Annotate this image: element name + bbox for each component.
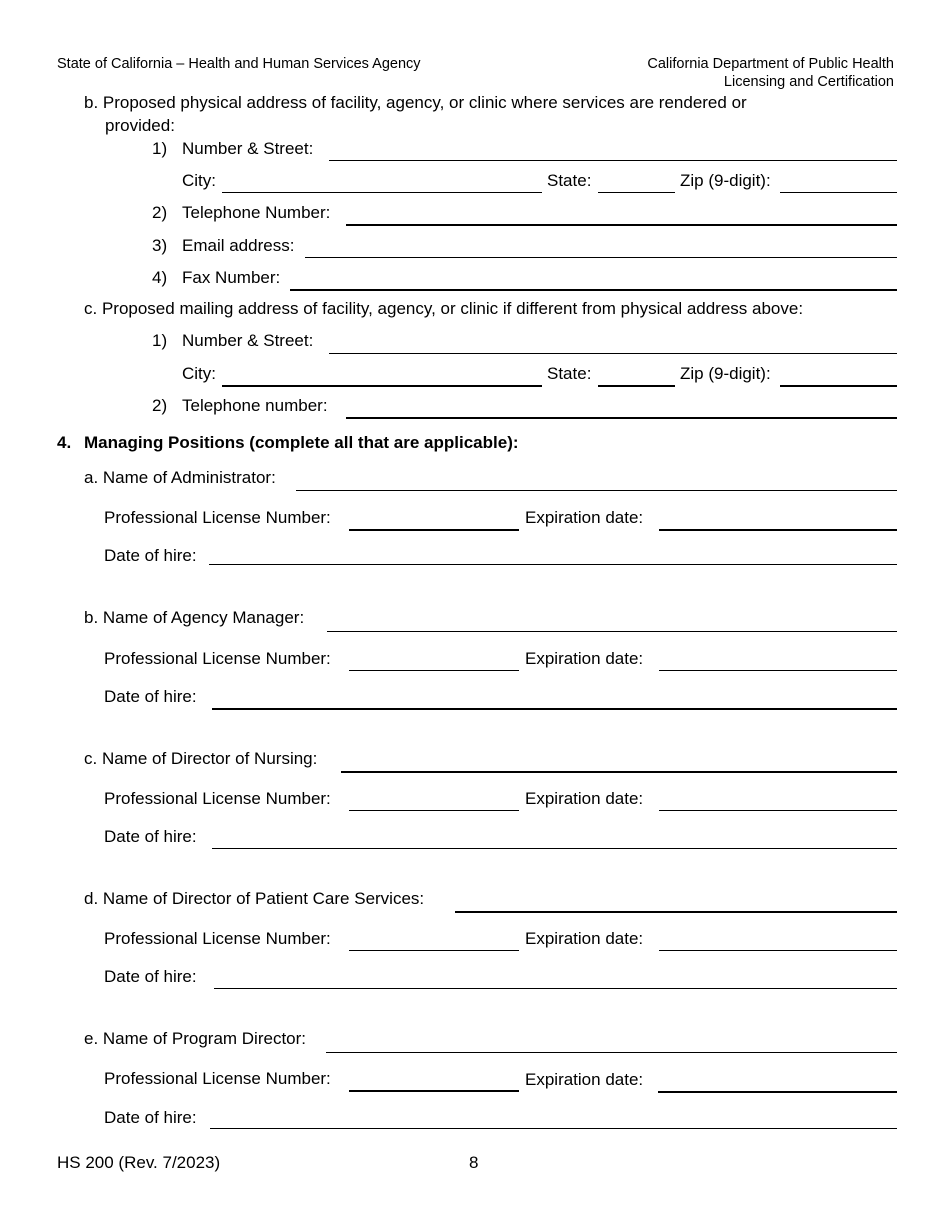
physical-state-field[interactable]	[598, 192, 675, 193]
license-label: Professional License Number:	[104, 649, 331, 668]
mailing-street-field[interactable]	[329, 353, 897, 354]
zip-label: Zip (9-digit):	[680, 364, 771, 383]
phone-label: Telephone Number:	[182, 203, 331, 222]
hire-label: Date of hire:	[104, 687, 197, 706]
zip-label: Zip (9-digit):	[680, 171, 771, 190]
section-3c-heading: c. Proposed mailing address of facility, agency, or clinic if different from physical address above:	[84, 299, 804, 318]
administrator-expiration-field[interactable]	[659, 529, 897, 531]
fax-label: Fax Number:	[182, 268, 281, 287]
email-label: Email address:	[182, 236, 295, 255]
expiration-label: Expiration date:	[525, 1070, 644, 1089]
expiration-label: Expiration date:	[525, 508, 644, 527]
mailing-state-field[interactable]	[598, 385, 675, 387]
administrator-hire-field[interactable]	[209, 564, 897, 565]
form-id: HS 200 (Rev. 7/2023)	[57, 1153, 221, 1172]
item-number: 1)	[152, 331, 168, 350]
agency-manager-hire-field[interactable]	[212, 708, 897, 710]
position-label-program-director: e. Name of Program Director:	[84, 1029, 307, 1048]
city-label: City:	[182, 364, 216, 383]
physical-email-field[interactable]	[305, 257, 897, 258]
program-director-name-field[interactable]	[326, 1052, 897, 1053]
hire-label: Date of hire:	[104, 1108, 197, 1127]
director-of-nursing-license-field[interactable]	[349, 810, 519, 811]
mailing-zip-field[interactable]	[780, 385, 897, 387]
director-of-nursing-name-field[interactable]	[341, 771, 897, 773]
expiration-label: Expiration date:	[525, 649, 644, 668]
director-of-nursing-expiration-field[interactable]	[659, 810, 897, 811]
physical-city-field[interactable]	[222, 192, 542, 193]
mailing-phone-field[interactable]	[346, 417, 897, 419]
section-3b-heading: b. Proposed physical address of facility, agency, or clinic where services are rendered or	[84, 93, 747, 112]
section-4-title: Managing Positions (complete all that are applicable):	[84, 433, 519, 452]
physical-street-field[interactable]	[329, 160, 897, 161]
physical-phone-field[interactable]	[346, 224, 897, 226]
hire-label: Date of hire:	[104, 546, 197, 565]
item-number: 2)	[152, 396, 168, 415]
position-label-patient-care-director: d. Name of Director of Patient Care Services:	[84, 889, 425, 908]
item-number: 2)	[152, 203, 168, 222]
position-label-agency-manager: b. Name of Agency Manager:	[84, 608, 305, 627]
phone-label: Telephone number:	[182, 396, 328, 415]
program-director-hire-field[interactable]	[210, 1128, 897, 1129]
license-label: Professional License Number:	[104, 789, 331, 808]
street-label: Number & Street:	[182, 139, 314, 158]
administrator-name-field[interactable]	[296, 490, 897, 491]
city-label: City:	[182, 171, 216, 190]
expiration-label: Expiration date:	[525, 789, 644, 808]
header-division: Licensing and Certification	[723, 74, 894, 90]
header-agency: State of California – Health and Human Services Agency	[57, 56, 421, 72]
position-label-administrator: a. Name of Administrator:	[84, 468, 276, 487]
director-of-nursing-hire-field[interactable]	[212, 848, 897, 849]
header-department: California Department of Public Health	[647, 56, 894, 72]
program-director-license-field[interactable]	[349, 1090, 519, 1092]
patient-care-director-name-field[interactable]	[455, 911, 897, 913]
mailing-city-field[interactable]	[222, 385, 542, 387]
expiration-label: Expiration date:	[525, 929, 644, 948]
agency-manager-expiration-field[interactable]	[659, 670, 897, 671]
street-label: Number & Street:	[182, 331, 314, 350]
section-3b-heading-cont: provided:	[105, 116, 175, 135]
state-label: State:	[547, 364, 592, 383]
state-label: State:	[547, 171, 592, 190]
hire-label: Date of hire:	[104, 967, 197, 986]
page-number: 8	[469, 1153, 479, 1172]
position-label-director-of-nursing: c. Name of Director of Nursing:	[84, 749, 318, 768]
agency-manager-license-field[interactable]	[349, 670, 519, 671]
administrator-license-field[interactable]	[349, 529, 519, 531]
license-label: Professional License Number:	[104, 508, 331, 527]
item-number: 4)	[152, 268, 168, 287]
item-number: 1)	[152, 139, 168, 158]
item-number: 3)	[152, 236, 168, 255]
section-4-number: 4.	[57, 433, 72, 452]
license-label: Professional License Number:	[104, 1069, 331, 1088]
physical-fax-field[interactable]	[290, 289, 897, 291]
physical-zip-field[interactable]	[780, 192, 897, 193]
patient-care-director-hire-field[interactable]	[214, 988, 897, 989]
patient-care-director-expiration-field[interactable]	[659, 950, 897, 951]
program-director-expiration-field[interactable]	[658, 1091, 897, 1093]
agency-manager-name-field[interactable]	[327, 631, 897, 632]
hire-label: Date of hire:	[104, 827, 197, 846]
license-label: Professional License Number:	[104, 929, 331, 948]
patient-care-director-license-field[interactable]	[349, 950, 519, 951]
